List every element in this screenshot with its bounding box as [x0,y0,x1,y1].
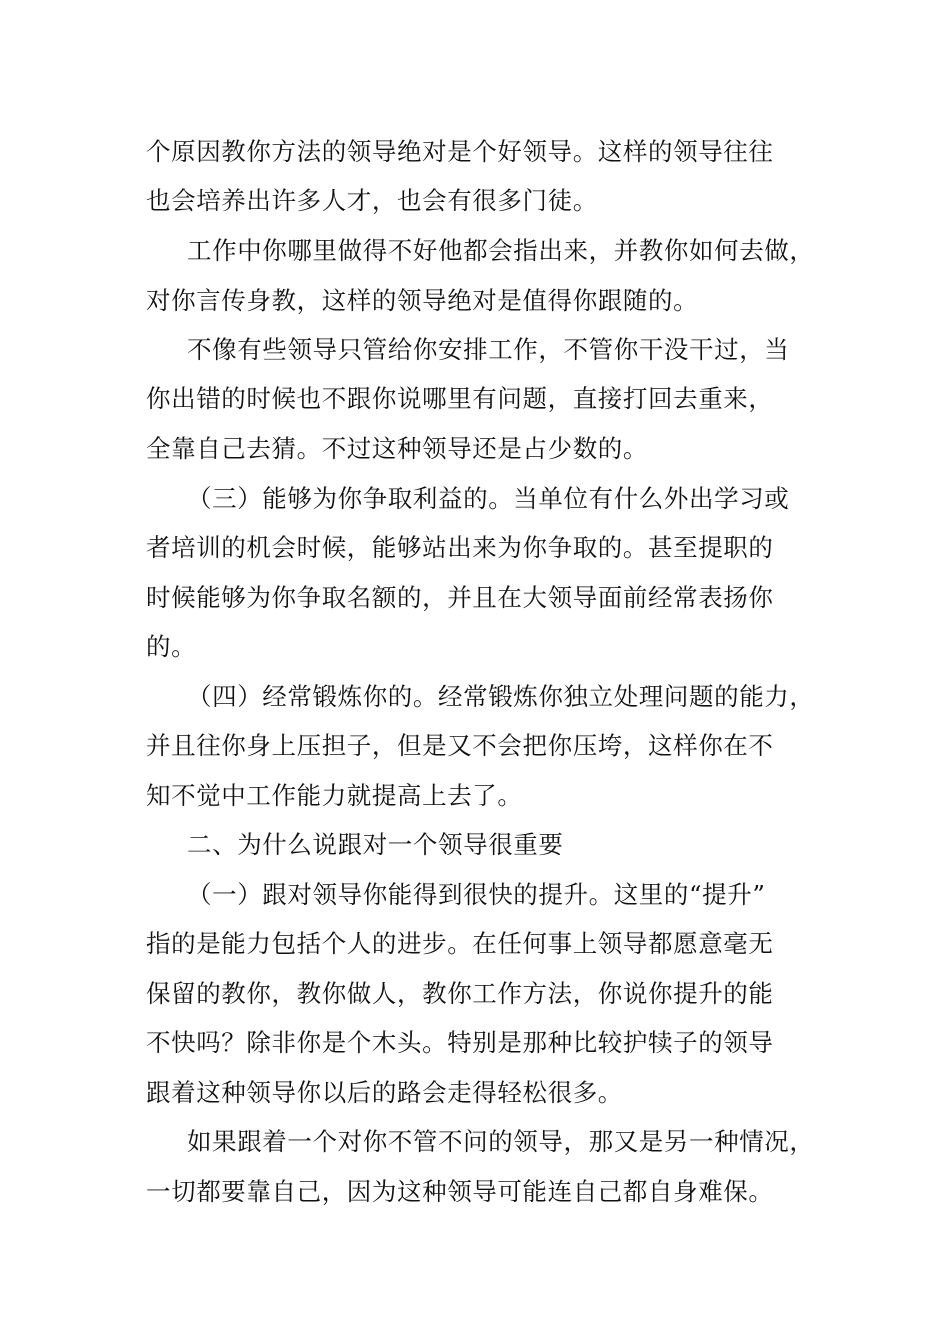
text-line: 指的是能力包括个人的进步。在任何事上领导都愿意毫无 [146,929,774,958]
paragraph-first-line: （一）跟对领导你能得到很快的提升。这里的“提升” [187,880,766,909]
text-line: 时候能够为你争取名额的，并且在大领导面前经常表扬你 [146,583,774,612]
paragraph-first-line: 工作中你哪里做得不好他都会指出来，并教你如何去做， [187,236,815,265]
text-line: 全靠自己去猜。不过这种领导还是占少数的。 [146,434,648,463]
text-line: 个原因教你方法的领导绝对是个好领导。这样的领导往往 [146,137,774,166]
text-line: 也会培养出许多人才，也会有很多门徒。 [146,186,598,215]
text-line: 保留的教你，教你做人，教你工作方法，你说你提升的能 [146,979,774,1008]
paragraph-first-line: 如果跟着一个对你不管不问的领导，那又是另一种情况， [187,1127,815,1156]
text-line: 并且往你身上压担子，但是又不会把你压垮，这样你在不 [146,731,774,760]
paragraph-first-line: （三）能够为你争取利益的。当单位有什么外出学习或 [187,484,790,513]
text-line: 对你言传身教，这样的领导绝对是值得你跟随的。 [146,286,699,315]
text-line: 的。 [146,632,197,661]
text-line: 一切都要靠自己，因为这种领导可能连自己都自身难保。 [146,1177,774,1206]
text-line: 跟着这种领导你以后的路会走得轻松很多。 [146,1078,623,1107]
text-line: 者培训的机会时候，能够站出来为你争取的。甚至提职的 [146,533,774,562]
paragraph-first-line: 不像有些领导只管给你安排工作，不管你干没干过，当 [187,335,790,364]
paragraph-first-line: （四）经常锻炼你的。经常锻炼你独立处理问题的能力， [187,682,815,711]
text-line: 不快吗？除非你是个木头。特别是那种比较护犊子的领导 [146,1028,774,1057]
section-heading: 二、为什么说跟对一个领导很重要 [187,830,564,859]
text-line: 你出错的时候也不跟你说哪里有问题，直接打回去重来， [146,384,774,413]
text-line: 知不觉中工作能力就提高上去了。 [146,781,523,810]
